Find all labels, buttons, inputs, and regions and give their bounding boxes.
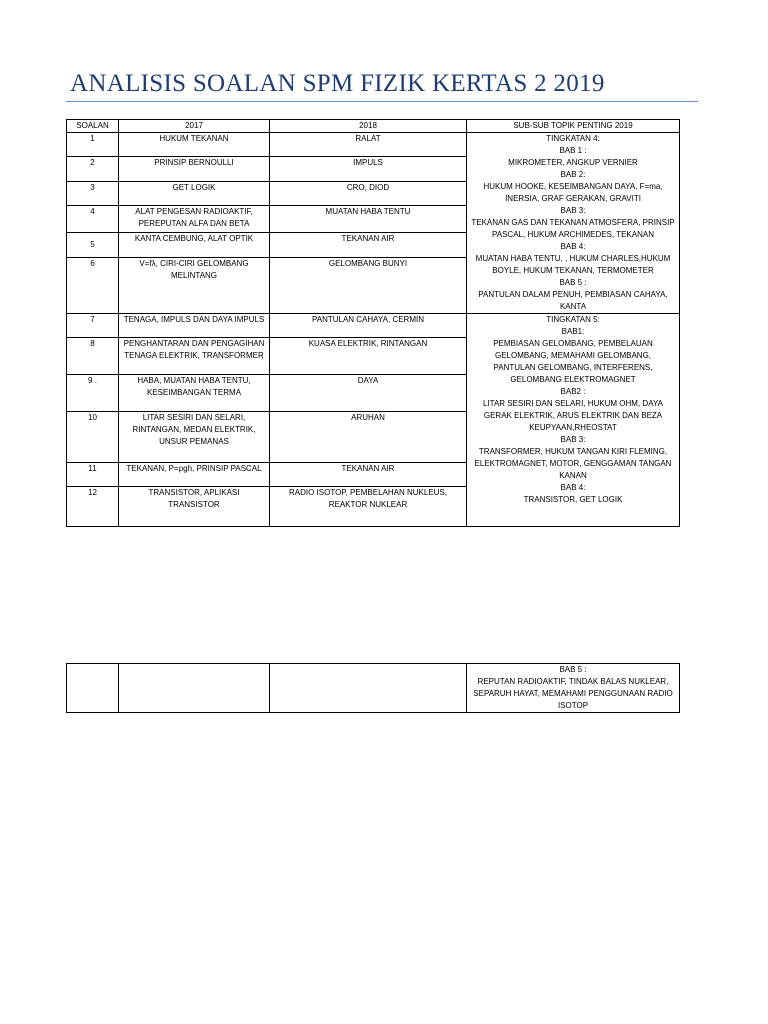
header-2017: 2017 bbox=[119, 120, 270, 133]
topic-2017-cell: TRANSISTOR, APLIKASI TRANSISTOR bbox=[119, 487, 270, 527]
topic-2018-cell: TEKANAN AIR bbox=[270, 232, 467, 257]
subtopik-line: INERSIA, GRAF GERAKAN, GRAVITI bbox=[505, 194, 641, 203]
empty-cell bbox=[270, 664, 467, 713]
subtopik-line: BAB 3: bbox=[560, 435, 586, 444]
subtopik-line: KANTA bbox=[559, 302, 587, 311]
subtopik-line: TRANSISTOR, GET LOGIK bbox=[523, 495, 623, 504]
topic-2017-cell: HUKUM TEKANAN bbox=[119, 133, 270, 157]
subtopik-line: BAB 3: bbox=[560, 206, 586, 215]
soalan-cell: 2 bbox=[67, 157, 119, 181]
subtopik-line: TINGKATAN 5: bbox=[546, 315, 600, 324]
subtopik-bab-5-cell bbox=[467, 664, 680, 713]
empty-cell bbox=[119, 664, 270, 713]
soalan-cell: 1 bbox=[67, 133, 119, 157]
soalan-cell: 9 . bbox=[67, 375, 119, 412]
subtopik-tingkatan-4-cell bbox=[467, 133, 680, 314]
subtopik-line: ELEKTROMAGNET, MOTOR, GENGGAMAN TANGAN bbox=[474, 459, 672, 468]
table-header-row bbox=[67, 120, 680, 133]
topic-2018-cell: MUATAN HABA TENTU bbox=[270, 206, 467, 232]
topic-2018-cell: PANTULAN CAHAYA, CERMIN bbox=[270, 314, 467, 338]
soalan-cell: 3 bbox=[67, 181, 119, 205]
topic-2018-cell: RADIO ISOTOP, PEMBELAHAN NUKLEUS, REAKTOR NUKLEAR bbox=[270, 487, 467, 527]
subtopik-line: TRANSFORMER, HUKUM TANGAN KIRI FLEMING, bbox=[478, 447, 668, 456]
soalan-cell: 5 bbox=[67, 232, 119, 257]
table-row bbox=[67, 133, 680, 157]
subtopik-line: GELOMBANG, MEMAHAMI GELOMBANG, bbox=[494, 351, 652, 360]
subtopik-line: HUKUM HOOKE, KESEIMBANGAN DAYA, F=ma, bbox=[483, 182, 663, 191]
topic-2017-cell: ALAT PENGESAN RADIOAKTIF, PEREPUTAN ALFA DAN BETA bbox=[119, 206, 270, 232]
topic-2017-cell: PRINSIP BERNOULLI bbox=[119, 157, 270, 181]
subtopik-line: PASCAL, HUKUM ARCHIMEDES, TEKANAN bbox=[492, 230, 654, 239]
subtopik-line: GERAK ELEKTRIK, ARUS ELEKTRIK DAN BEZA bbox=[483, 411, 663, 420]
empty-cell bbox=[67, 664, 119, 713]
subtopik-line: BAB 4: bbox=[560, 483, 586, 492]
analysis-table bbox=[66, 119, 680, 527]
continuation-table bbox=[66, 663, 680, 713]
subtopik-line: BAB1: bbox=[561, 327, 585, 336]
subtopik-line: BOYLE, HUKUM TEKANAN, TERMOMETER bbox=[492, 266, 654, 275]
title-underline bbox=[66, 101, 698, 102]
topic-2017-cell: PENGHANTARAN DAN PENGAGIHAN TENAGA ELEKTRIK, TRANSFORMER bbox=[119, 338, 270, 375]
soalan-cell: 4 bbox=[67, 206, 119, 232]
table-row bbox=[67, 664, 680, 713]
header-2018: 2018 bbox=[270, 120, 467, 133]
topic-2018-cell: KUASA ELEKTRIK, RINTANGAN bbox=[270, 338, 467, 375]
topic-2017-cell: GET LOGIK bbox=[119, 181, 270, 205]
soalan-cell: 6 bbox=[67, 258, 119, 314]
subtopik-line: LITAR SESIRI DAN SELARI, HUKUM OHM, DAYA bbox=[482, 399, 664, 408]
subtopik-line: PEMBIASAN GELOMBANG, PEMBELAUAN bbox=[493, 339, 653, 348]
header-subtopik: SUB-SUB TOPIK PENTING 2019 bbox=[467, 120, 680, 133]
soalan-cell: 11 bbox=[67, 463, 119, 487]
subtopik-line: ISOTOP bbox=[557, 701, 589, 710]
subtopik-line: BAB 5 : bbox=[559, 278, 587, 287]
table-row bbox=[67, 314, 680, 338]
subtopik-line: REPUTAN RADIOAKTIF, TINDAK BALAS NUKLEAR, bbox=[477, 677, 669, 686]
topic-2018-cell: ARUHAN bbox=[270, 412, 467, 463]
subtopik-line: MUATAN HABA TENTU, , HUKUM CHARLES,HUKUM bbox=[475, 254, 671, 263]
topic-2017-cell: HABA, MUATAN HABA TENTU, KESEIMBANGAN TERMA bbox=[119, 375, 270, 412]
topic-2017-cell: KANTA CEMBUNG, ALAT OPTIK bbox=[119, 232, 270, 257]
topic-2018-cell: DAYA bbox=[270, 375, 467, 412]
document-title: ANALISIS SOALAN SPM FIZIK KERTAS 2 2019 bbox=[70, 70, 605, 97]
topic-2018-cell: GELOMBANG BUNYI bbox=[270, 258, 467, 314]
topic-2018-cell: IMPULS bbox=[270, 157, 467, 181]
subtopik-line: TEKANAN GAS DAN TEKANAN ATMOSFERA, PRINSIP bbox=[471, 218, 675, 227]
topic-2017-cell: TENAGA, IMPULS DAN DAYA IMPULS bbox=[119, 314, 270, 338]
topic-2018-cell: RALAT bbox=[270, 133, 467, 157]
subtopik-line: BAB 2: bbox=[560, 170, 586, 179]
soalan-cell: 8 bbox=[67, 338, 119, 375]
soalan-cell: 7 bbox=[67, 314, 119, 338]
topic-2017-cell: V=fλ, CIRI-CIRI GELOMBANG MELINTANG bbox=[119, 258, 270, 314]
subtopik-line: BAB 1 : bbox=[559, 146, 587, 155]
subtopik-line: BAB2 : bbox=[560, 387, 586, 396]
subtopik-line: PANTULAN DALAM PENUH, PEMBIASAN CAHAYA, bbox=[478, 290, 668, 299]
soalan-cell: 12 bbox=[67, 487, 119, 527]
header-soalan: SOALAN bbox=[67, 120, 119, 133]
soalan-cell: 10 bbox=[67, 412, 119, 463]
subtopik-line: SEPARUH HAYAT, MEMAHAMI PENGGUNAAN RADIO bbox=[473, 689, 673, 698]
topic-2018-cell: CRO, DIOD bbox=[270, 181, 467, 205]
topic-2018-cell: TEKANAN AIR bbox=[270, 463, 467, 487]
topic-2017-cell: TEKANAN, P=ρgh, PRINSIP PASCAL bbox=[119, 463, 270, 487]
topic-2017-cell: LITAR SESIRI DAN SELARI, RINTANGAN, MEDAN ELEKTRIK, UNSUR PEMANAS bbox=[119, 412, 270, 463]
subtopik-line: MIKROMETER, ANGKUP VERNIER bbox=[508, 158, 638, 167]
subtopik-line: PANTULAN GELOMBANG, INTERFERENS, bbox=[493, 363, 653, 372]
subtopik-line: GELOMBANG ELEKTROMAGNET bbox=[510, 375, 636, 384]
subtopik-line: BAB 4: bbox=[560, 242, 586, 251]
subtopik-line: TINGKATAN 4: bbox=[546, 134, 600, 143]
subtopik-line: KEUPYAAN,RHEOSTAT bbox=[529, 423, 617, 432]
subtopik-line: KANAN bbox=[559, 471, 587, 480]
subtopik-tingkatan-5-cell bbox=[467, 314, 680, 527]
subtopik-line: BAB 5 : bbox=[559, 665, 587, 674]
